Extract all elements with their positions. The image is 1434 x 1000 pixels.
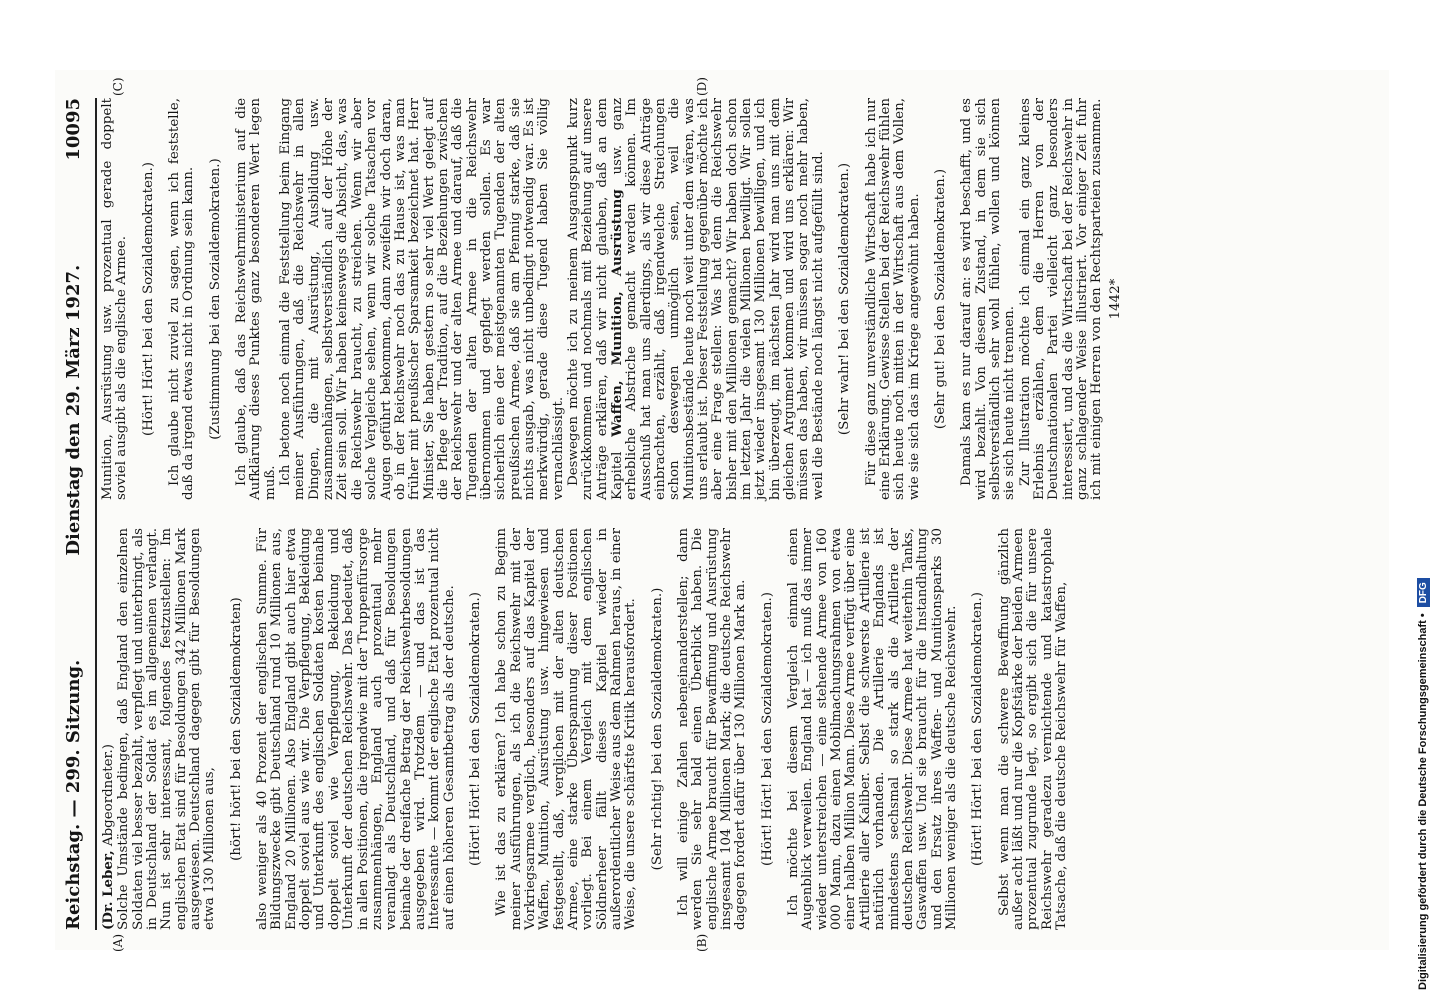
- paragraph: also weniger als 40 Prozent der englischen Summe. Für Bildungszwecke gibt Deutschland rund 10 Millionen aus, England 20 Millionen. Also England gibt auch hier etwa doppelt soviel aus wie wir. Die Verpflegung, Bekleidung und Unterkunft des englischen Soldaten kosten beinahe doppelt soviel wie Verpflegung, Bekleidung und Unterkunft der deutschen Reichswehr. Das bedeutet, daß in allen Positionen, die irgendwie mit der Truppenfürsorge zusammenhängen, England auch prozentual mehr veranlagt als Deutschland, und daß für Besoldungen beinahe der dreifache Betrag der Reichswehrbesoldungen ausgegeben wird. Trotzdem — und das ist das Interessante — kommt der englische Etat prozentual nicht auf einen höheren Gesamtbetrag als der deutsche.: [255, 528, 457, 930]
- page-header: [55, 98, 93, 930]
- interjection: (Zustimmung bei den Sozialdemokraten.): [207, 158, 223, 440]
- paragraph: Damals kam es nur darauf an: es wird beschafft, und es wird bezahlt. Von diesem Zustand, in dem sie sich selbstverständlich sehr wohl fühlen, wollen und können sie sich heute nicht trennen.: [959, 98, 1018, 500]
- left-column: [101, 528, 1070, 930]
- digitization-credit: [1405, 5, 1434, 995]
- interjection: (Hört! Hört! bei den Sozialdemokraten.): [970, 592, 986, 866]
- margin-letter-d: (D): [695, 77, 709, 96]
- interjection: (Sehr gut! bei den Sozialdemokraten.): [932, 168, 948, 430]
- interjection: (hört! hört! bei den Sozialdemokraten): [228, 597, 244, 861]
- paragraph: [567, 98, 826, 500]
- credit-text: Digitalisierung gefördert durch die Deutsche Forschungsgemeinschaft •: [1417, 613, 1429, 990]
- dfg-logo: DFG: [1417, 578, 1430, 607]
- paragraph: Ich glaube, daß das Reichswehrministerium auf die Aufklärung dieses Punktes ganz besonderen Wert legen muß.: [234, 98, 278, 500]
- paragraph: Ich will einige Zahlen nebeneinanderstellen; dann werden Sie sehr bald einen Überblick haben. Die englische Armee braucht für Bewaffnung und Ausrüstung insgesamt 104 Millionen Mark; die deutsche Reichswehr dagegen fordert dafür über 130 Millionen Mark an.: [676, 528, 749, 930]
- header-rule: [95, 98, 97, 930]
- margin-letter-b: (B): [695, 933, 709, 952]
- interjection: (Sehr richtig! bei den Sozialdemokraten.): [649, 587, 665, 871]
- paragraph-text: Deswegen möchte ich zu meinem Ausgangspunkt kurz zurückkommen und nochmals mit Beziehung auf unsere Anträge erklären, daß wir nicht glauben, daß an dem Kapitel: [565, 98, 625, 500]
- header-left: Reichstag. — 299. Sitzung.: [62, 659, 84, 930]
- speaker-role: Abgeordneter.): [101, 744, 116, 851]
- interjection: (Hört! Hört! bei den Sozialdemokraten.): [467, 592, 483, 866]
- speaker-line: [101, 528, 116, 930]
- margin-letter-a: (A): [111, 933, 125, 952]
- scanned-page: [55, 70, 1389, 950]
- header-date: Dienstag den 29. März 1927.: [62, 264, 84, 556]
- emphasis-text: Waffen, Munition, Ausrüstung: [609, 189, 625, 437]
- sheet-number: 1442*: [1107, 278, 1123, 320]
- paragraph: Selbst wenn man die schwere Bewaffnung gänzlich außer acht läßt und nur die Kopfstärke der beiden Armeen prozentual zugrunde legt, so ergibt sich die für unsere Reichswehr geradezu vernichtende und katastrophale Tatsache, daß die deutsche Reichswehr für Waffen,: [996, 528, 1069, 930]
- interjection: (Sehr wahr! bei den Sozialdemokraten.): [837, 162, 853, 436]
- paragraph-text: usw. ganz erhebliche Abstriche gemacht werden können. Im Ausschuß hat man uns allerdings, als wir diese Anträge einbrachten, erzählt, daß irgendwelche Streichungen schon deswegen unmöglich seien, weil die Munitionsbestände heute noch weit unter dem wären, was uns erlaubt ist. Dieser Feststellung gegenüber möchte ich aber eine Frage stellen: Was hat denn die Reichswehr bisher mit den Millionen gemacht? Wir haben doch schon im letzten Jahr die vielen Millionen bewilligt. Wir sollen jetzt wieder insgesamt 130 Millionen bewilligen, und ich bin überzeugt, im nächsten Jahr wird man uns mit dem gleichen Argument kommen und wird uns erklären: Wir müssen das haben, wir müssen sogar noch mehr haben, weil die Bestände noch längst nicht aufgefüllt sind.: [610, 98, 826, 500]
- paragraph: Ich glaube nicht zuviel zu sagen, wenn ich feststelle, daß da irgend etwas nicht in Ordnung sein kann.: [167, 98, 197, 500]
- page-sheet: [55, 70, 1389, 950]
- credit-line: [1411, 10, 1434, 990]
- paragraph: Ich betone noch einmal die Feststellung beim Eingang meiner Ausführungen, daß die Reichswehr in allen Dingen, die mit Ausrüstung, Ausbildung usw. zusammenhängen, selbstverständlich auf der Höhe der Zeit sein soll. Wir haben keineswegs die Absicht, das, was die Reichswehr braucht, zu streichen. Wenn wir aber solche Vergleiche sehen, wenn wir solche Tatsachen vor Augen geführt bekommen, dann zweifeln wir doch daran, ob in der Reichswehr noch das zu Hause ist, was man früher mit preußischer Sparsamkeit bezeichnet hat. Herr Minister, Sie haben gestern so sehr viel Wert gelegt auf die Pflege der Tradition, auf die Beziehungen zwischen der Reichswehr und der alten Armee und darauf, daß die Tugenden der alten Armee in die Reichswehr übernommen und gepflegt werden sollen. Es war sicherlich eine der meistgenannten Tugenden der alten preußischen Armee, daß sie am Pfennig starke, daß sie nichts ausgab, was nicht unbedingt notwendig war. Es ist merkwürdig, gerade diese Tugend haben Sie völlig vernachlässigt.: [278, 98, 566, 500]
- paragraph: Zur Illustration möchte ich einmal ein ganz kleines Erlebnis erzählen, dem die Herren von der Deutschnationalen Partei vielleicht ganz besonders interessiert, und das die Wirtschaft bei der Reichswehr in ganz schlagender Weise illustriert. Vor einiger Zeit fuhr ich mit einigen Herren von den Rechtsparteien zusammen.: [1017, 98, 1105, 500]
- paragraph: Wie ist das zu erklären? Ich habe schon zu Beginn meiner Ausführungen, als ich die Reichswehr mit der Vorkriegsarmee verglich, besonders auf das Kapitel der Waffen, Munition, Ausrüstung usw. hingewiesen und festgestellt, daß, verglichen mit der alten deutschen Armee, eine starke Überspannung dieser Positionen vorliegt. Bei einem Vergleich mit dem englischen Söldnerheer fällt dieses Kapitel wieder in außerordentlicher Weise aus dem Rahmen heraus, in einer Weise, die unsere schärfste Kritik herausfordert.: [494, 528, 639, 930]
- margin-letter-c: (C): [111, 77, 125, 96]
- paragraph: Für diese ganz unverständliche Wirtschaft habe ich nur eine Erklärung. Gewisse Stellen bei der Reichswehr fühlen sich heute noch mitten in der Wirtschaft aus dem Vollen, wie sie sich das im Kriege angewöhnt haben.: [863, 98, 922, 500]
- paragraph: Ich möchte bei diesem Vergleich einmal einen Augenblick verweilen. England hat — ich muß das immer wieder unterstreichen — eine stehende Armee von 160 000 Mann, dazu einen Mobilmachungsrahmen von etwa einer halben Million Mann. Diese Armee verfügt über eine Artillerie aller Kaliber. Selbst die schwerste Artillerie ist natürlich vorhanden. Die Artillerie Englands ist mindestens sechsmal so stark als die Artillerie der deutschen Reichswehr. Diese Armee hat weiterhin Tanks, Gaswaffen usw. Und sie braucht für die Instandhaltung und den Ersatz ihres Waffen- und Munitionsparks 30 Millionen weniger als die deutsche Reichswehr.: [786, 528, 959, 930]
- page-number: 10095: [62, 98, 84, 161]
- paragraph: Munition, Ausrüstung usw. prozentual gerade doppelt soviel ausgibt als die englische Armee.: [100, 98, 130, 500]
- interjection: (Hört! Hört! bei den Sozialdemokraten.): [140, 162, 156, 436]
- right-column: [101, 98, 1124, 500]
- paragraph: Solche Umstände bedingen, daß England den einzelnen Soldaten viel besser bezahlt, verpflegt und unterbringt, als in Deutschland der Soldat es im allgemeinen verlangt. Nun ist sehr interessant, folgendes festzustellen: Im englischen Etat sind für Besoldungen 342 Millionen Mark ausgewiesen. Deutschland dagegen gibt für Besoldungen etwa 130 Millionen aus,: [116, 528, 218, 930]
- speaker-name: (Dr. Leber,: [100, 850, 116, 930]
- interjection: (Hört! Hört! bei den Sozialdemokraten.): [759, 592, 775, 866]
